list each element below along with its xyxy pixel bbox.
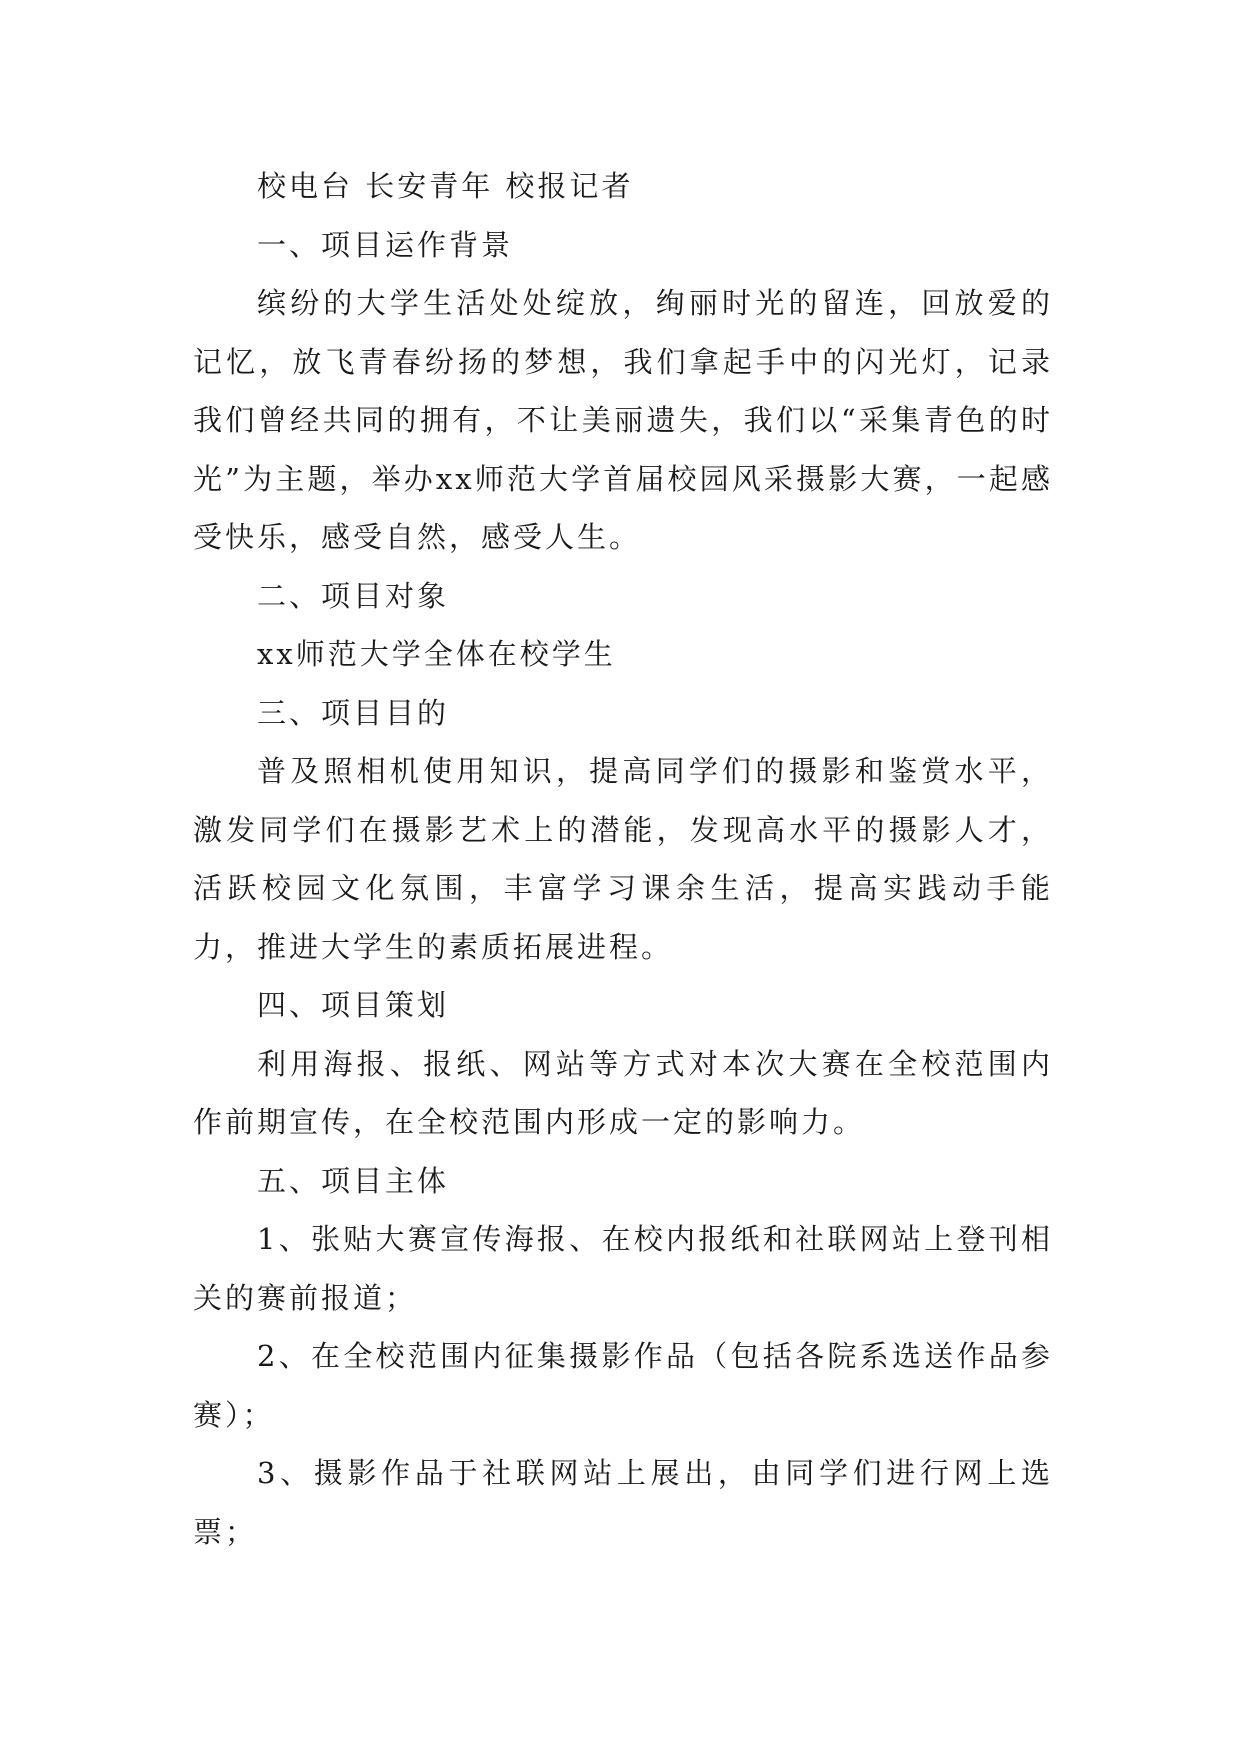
list-item-1: 1、张贴大赛宣传海报、在校内报纸和社联网站上登刊相关的赛前报道； (193, 1222, 1053, 1315)
list-item-2: 2、在全校范围内征集摄影作品（包括各院系选送作品参赛）； (193, 1339, 1053, 1432)
heading-purpose: 三、项目目的 (257, 695, 450, 730)
heading-target: 二、项目对象 (257, 578, 450, 613)
list-item-3: 3、摄影作品于社联网站上展出，由同学们进行网上选票； (193, 1456, 1053, 1549)
paragraph-planning: 利用海报、报纸、网站等方式对本次大赛在全校范围内作前期宣传，在全校范围内形成一定的影响力。 (193, 1046, 1053, 1139)
paragraph-background: 缤纷的大学生活处处绽放，绚丽时光的留连，回放爱的记忆，放飞青春纷扬的梦想，我们拿起手中的闪光灯，记录我们曾经共同的拥有，不让美丽遗失，我们以“采集青色的时光”为主题，举办xx师范大学首届校园风采摄影大赛，一起感受快乐，感受自然，感受人生。 (193, 286, 1053, 554)
heading-planning: 四、项目策划 (257, 988, 450, 1022)
paragraph-purpose: 普及照相机使用知识，提高同学们的摄影和鉴赏水平，激发同学们在摄影艺术上的潜能，发现高水平的摄影人才，活跃校园文化氛围，丰富学习课余生活，提高实践动手能力，推进大学生的素质拓展进程。 (193, 754, 1053, 964)
document-body (193, 157, 1053, 1561)
heading-background: 一、项目运作背景 (257, 227, 514, 262)
paragraph-target: xx师范大学全体在校学生 (257, 637, 616, 671)
heading-main: 五、项目主体 (257, 1163, 450, 1198)
paragraph-organizers: 校电台 长安青年 校报记者 (257, 169, 634, 203)
